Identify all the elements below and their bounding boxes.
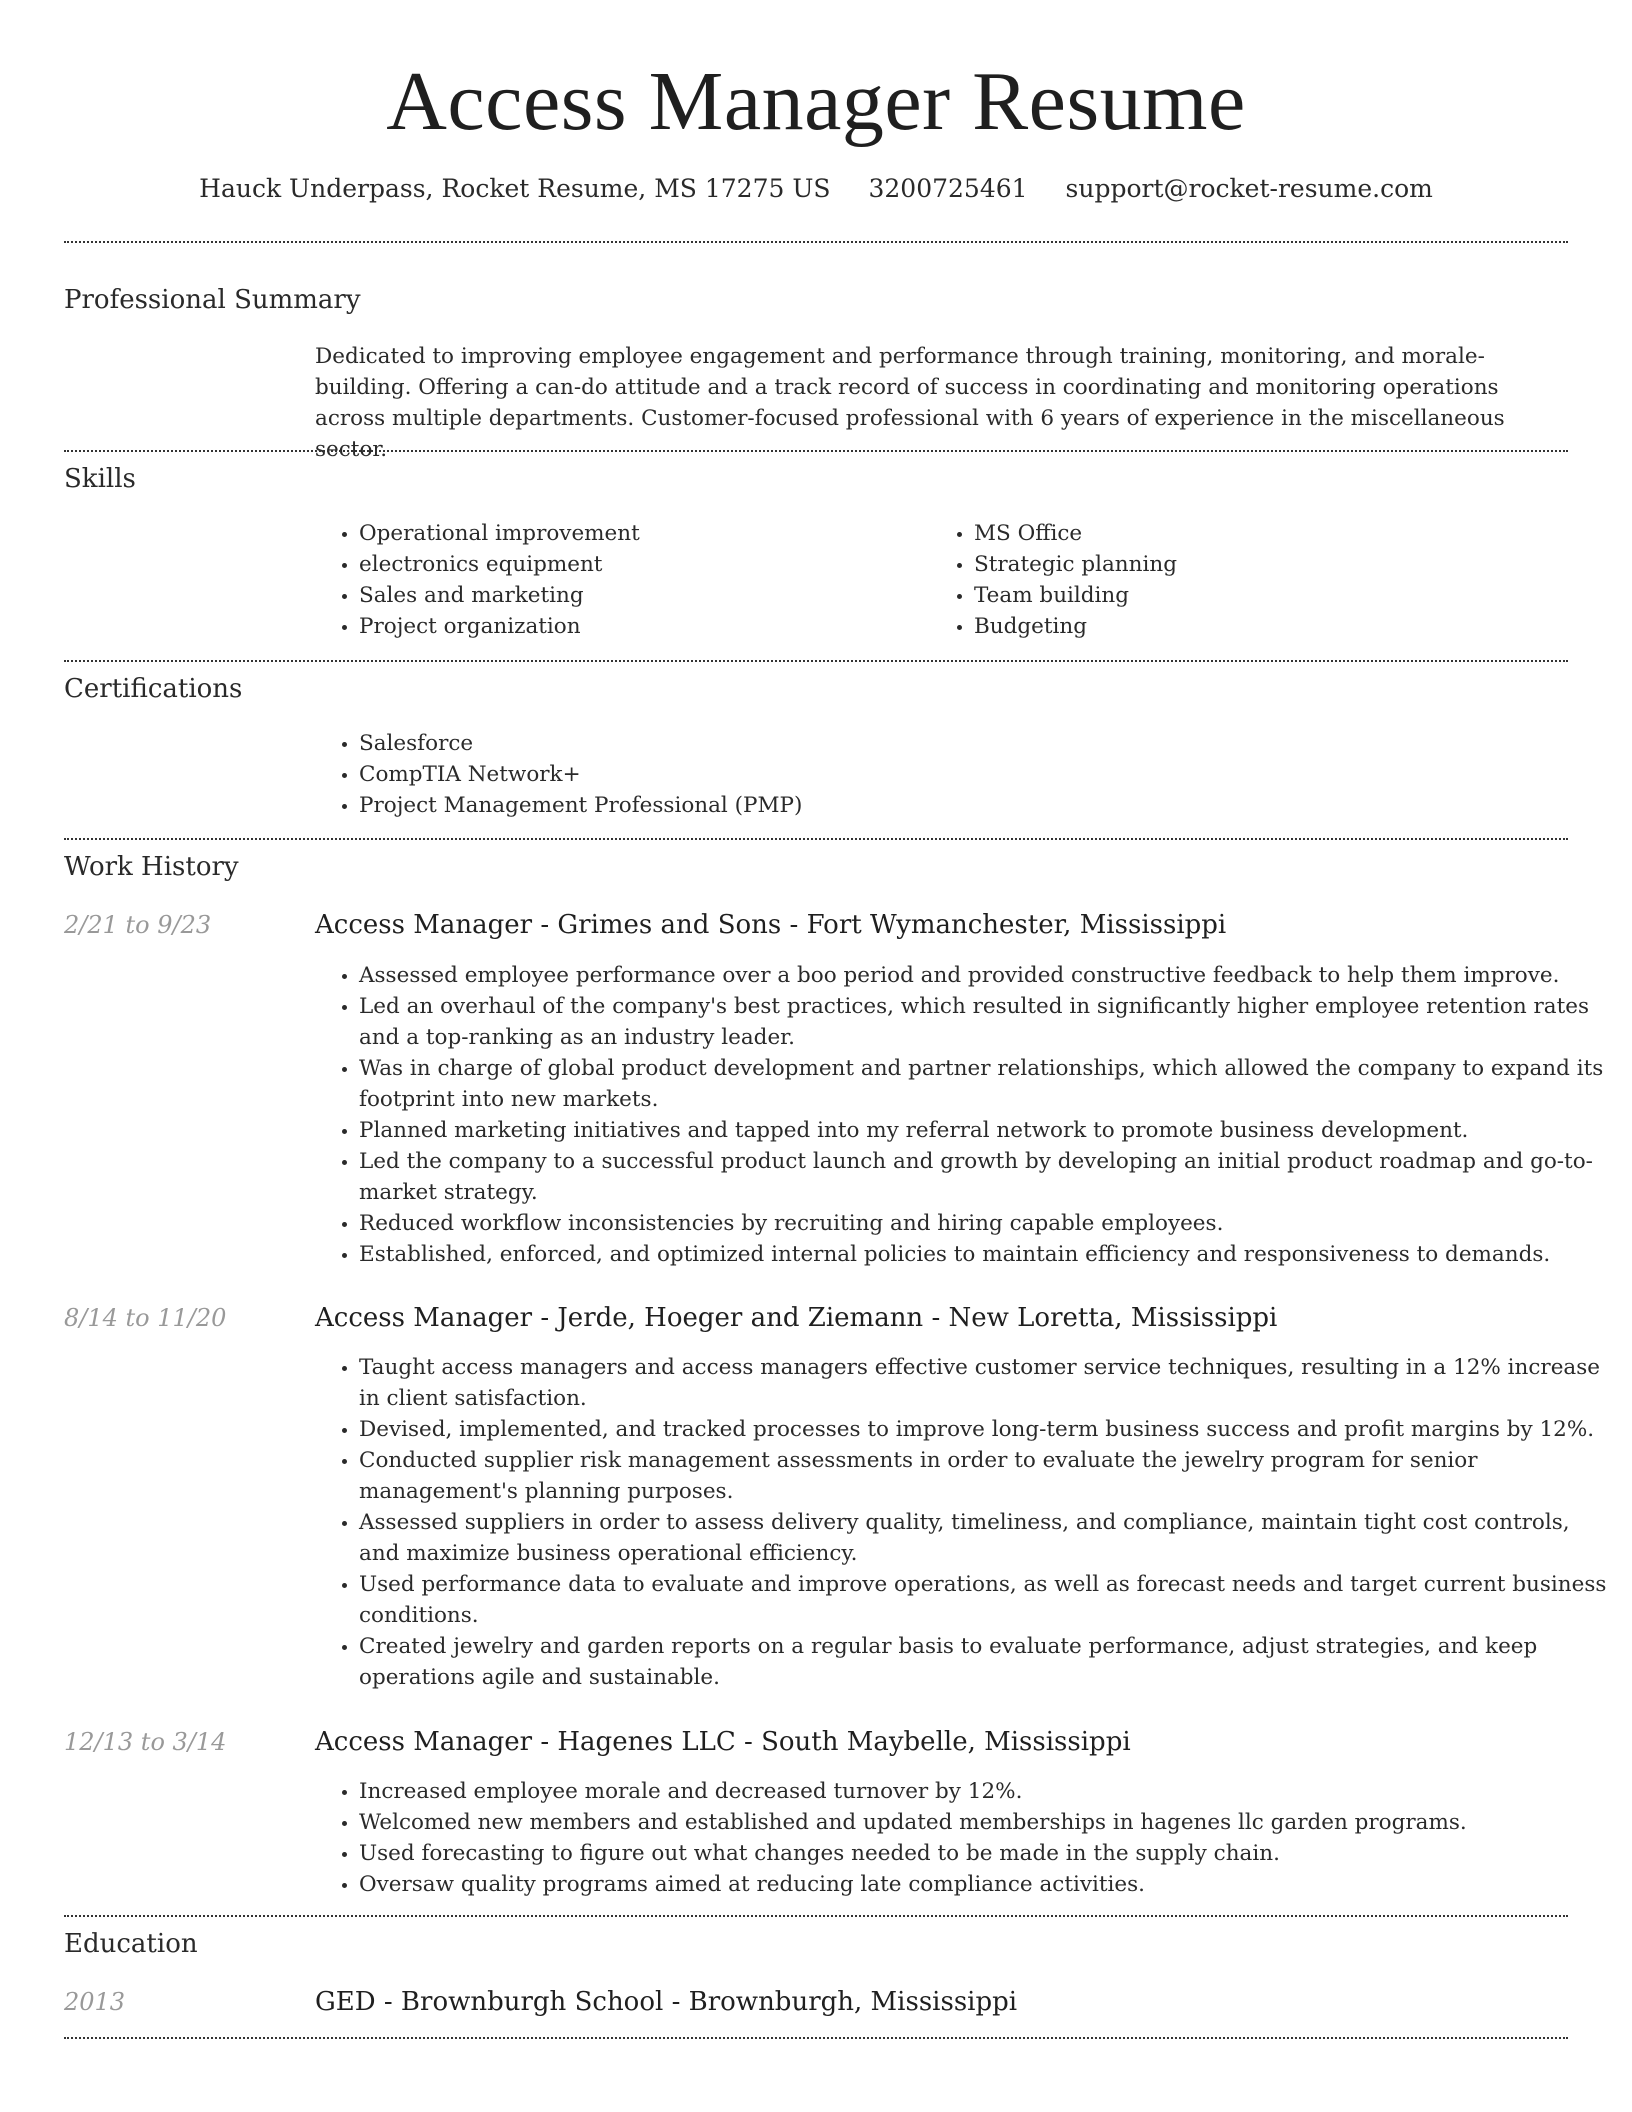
job-bullet: • Established, enforced, and optimized internal policies to maintain efficiency and responsiveness to demands.	[359, 1239, 1609, 1270]
job-bullet: • Conducted supplier risk management assessments in order to evaluate the jewelry program for senior management's planning purposes.	[359, 1445, 1609, 1507]
job-bullet: • Created jewelry and garden reports on a regular basis to evaluate performance, adjust strategies, and keep operations agile and sustainable.	[359, 1631, 1609, 1693]
job-bullet: • Assessed employee performance over a boo period and provided constructive feedback to help them improve.	[359, 960, 1609, 991]
job-bullet: • Led an overhaul of the company's best practices, which resulted in significantly higher employee retention rates and a top-ranking as an industry leader.	[359, 991, 1609, 1053]
divider	[64, 660, 1568, 662]
divider	[64, 1915, 1568, 1917]
job-heading: Access Manager - Jerde, Hoeger and Ziemann - New Loretta, Mississippi	[315, 1303, 1278, 1333]
skill-item: • Operational improvement	[359, 518, 919, 549]
skill-item: • Team building	[974, 580, 1574, 611]
section-title-summary: Professional Summary	[64, 285, 361, 315]
job-bullet: • Used performance data to evaluate and improve operations, as well as forecast needs and target current business conditions.	[359, 1569, 1609, 1631]
skill-item: • electronics equipment	[359, 549, 919, 580]
divider	[64, 2037, 1568, 2039]
job-bullet: • Welcomed new members and established and updated memberships in hagenes llc garden programs.	[359, 1807, 1609, 1838]
contact-phone: 3200725461	[868, 174, 1028, 203]
summary-text: Dedicated to improving employee engagement and performance through training, monitoring, and morale-building. Offering a can-do attitude and a track record of success in coordinating and monitoring operations across multiple departments. Customer-focused professional with 6 years of experience in the miscellaneous sector.	[315, 344, 1505, 462]
divider	[64, 241, 1568, 243]
job-bullet: • Assessed suppliers in order to assess delivery quality, timeliness, and compliance, maintain tight cost controls, and maximize business operational efficiency.	[359, 1507, 1609, 1569]
education-heading: GED - Brownburgh School - Brownburgh, Mississippi	[315, 1987, 1018, 2017]
certifications-list	[315, 728, 1559, 821]
job-dates: 8/14 to 11/20	[64, 1304, 227, 1332]
certification-item: • CompTIA Network+	[359, 759, 1559, 790]
divider	[64, 450, 1568, 452]
job-heading: Access Manager - Hagenes LLC - South Maybelle, Mississippi	[315, 1727, 1131, 1757]
job-heading: Access Manager - Grimes and Sons - Fort Wymanchester, Mississippi	[315, 910, 1227, 940]
contact-email: support@rocket-resume.com	[1065, 174, 1433, 203]
job-dates: 12/13 to 3/14	[64, 1728, 227, 1756]
job-bullet: • Used forecasting to figure out what changes needed to be made in the supply chain.	[359, 1838, 1609, 1869]
skill-item: • MS Office	[974, 518, 1574, 549]
certification-item: • Project Management Professional (PMP)	[359, 790, 1559, 821]
job-bullets	[315, 960, 1609, 1270]
job-bullets	[315, 1352, 1609, 1693]
section-title-education: Education	[64, 1929, 198, 1959]
skill-item: • Budgeting	[974, 611, 1574, 642]
job-dates: 2/21 to 9/23	[64, 911, 212, 939]
job-bullet: • Increased employee morale and decreased turnover by 12%.	[359, 1776, 1609, 1807]
job-bullet: • Led the company to a successful product launch and growth by developing an initial product roadmap and go-to-market strategy.	[359, 1146, 1609, 1208]
job-bullet: • Taught access managers and access managers effective customer service techniques, resulting in a 12% increase in client satisfaction.	[359, 1352, 1609, 1414]
education-dates: 2013	[64, 1988, 126, 2016]
skills-list-left	[315, 518, 919, 642]
job-bullet: • Oversaw quality programs aimed at reducing late compliance activities.	[359, 1869, 1609, 1900]
contact-line	[0, 172, 1632, 206]
section-title-skills: Skills	[64, 464, 136, 494]
job-bullet: • Reduced workflow inconsistencies by recruiting and hiring capable employees.	[359, 1208, 1609, 1239]
contact-address: Hauck Underpass, Rocket Resume, MS 17275 US	[199, 174, 831, 203]
section-title-work-history: Work History	[64, 852, 239, 882]
job-bullet: • Was in charge of global product development and partner relationships, which allowed the company to expand its footprint into new markets.	[359, 1053, 1609, 1115]
section-title-certifications: Certifications	[64, 674, 243, 704]
certification-item: • Salesforce	[359, 728, 1559, 759]
job-bullets	[315, 1776, 1609, 1900]
skills-list-right	[930, 518, 1574, 642]
skill-item: • Sales and marketing	[359, 580, 919, 611]
skill-item: • Project organization	[359, 611, 919, 642]
job-bullet: • Devised, implemented, and tracked processes to improve long-term business success and profit margins by 12%.	[359, 1414, 1609, 1445]
skill-item: • Strategic planning	[974, 549, 1574, 580]
divider	[64, 838, 1568, 840]
resume-title: Access Manager Resume	[386, 55, 1246, 148]
job-bullet: • Planned marketing initiatives and tapped into my referral network to promote business development.	[359, 1115, 1609, 1146]
